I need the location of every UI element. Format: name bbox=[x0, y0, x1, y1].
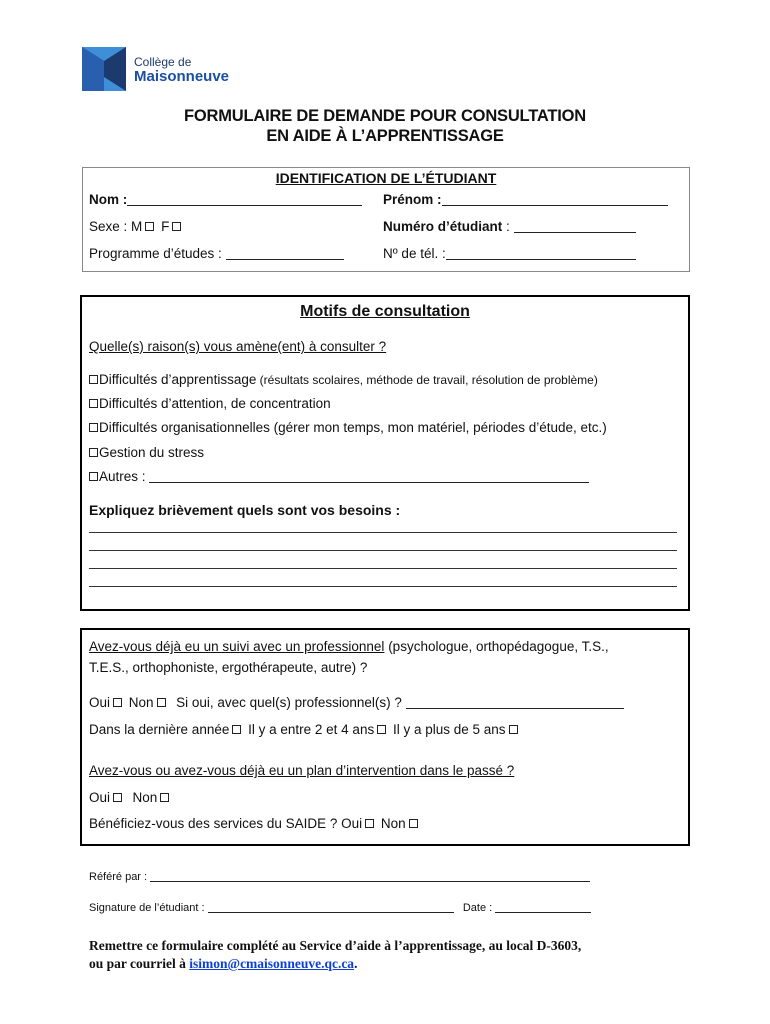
option-stress bbox=[89, 445, 204, 460]
remettre-line2 bbox=[89, 956, 357, 972]
plan-question: Avez-vous ou avez-vous déjà eu un plan d’intervention dans le passé ? bbox=[89, 763, 515, 778]
sexe-m-text: M bbox=[131, 219, 143, 234]
attention-checkbox[interactable] bbox=[89, 399, 98, 408]
suivi-non-checkbox[interactable] bbox=[157, 698, 166, 707]
logo-line2: Maisonneuve bbox=[134, 68, 230, 85]
prenom-label bbox=[383, 192, 668, 207]
explain-line-3[interactable] bbox=[89, 568, 677, 569]
saide-non-text: Non bbox=[380, 816, 406, 831]
numero-colon: : bbox=[502, 219, 510, 234]
derniere-annee-text: Dans la dernière année bbox=[89, 722, 230, 737]
email-period: . bbox=[354, 956, 358, 971]
form-title-line2: EN AIDE À L’APPRENTISSAGE bbox=[266, 127, 504, 145]
nom-text: Nom : bbox=[89, 192, 128, 207]
organisationnelles-checkbox[interactable] bbox=[89, 423, 98, 432]
explain-line-1[interactable] bbox=[89, 532, 677, 533]
entre-2-4-checkbox[interactable] bbox=[377, 725, 386, 734]
sexe-m-checkbox[interactable] bbox=[145, 222, 154, 231]
signature-row bbox=[89, 902, 591, 914]
apprentissage-detail: (résultats scolaires, méthode de travail, résolution de problème) bbox=[256, 373, 598, 387]
suivi-oui-non-row bbox=[89, 695, 624, 710]
suivi-question bbox=[89, 639, 609, 654]
suivi-oui-text: Oui bbox=[89, 695, 111, 710]
date-text: Date : bbox=[462, 902, 493, 914]
suivi-question-main: Avez-vous déjà eu un suivi avec un professionnel bbox=[89, 639, 385, 654]
identification-heading: IDENTIFICATION DE L’ÉTUDIANT bbox=[275, 170, 497, 186]
logo-mark-icon bbox=[82, 47, 126, 91]
form-title-line1: FORMULAIRE DE DEMANDE POUR CONSULTATION bbox=[184, 107, 586, 125]
suivi-oui-checkbox[interactable] bbox=[113, 698, 122, 707]
plan-oui-non-row bbox=[89, 790, 172, 805]
explain-line-2[interactable] bbox=[89, 550, 677, 551]
plan-non-text: Non bbox=[132, 790, 158, 805]
option-apprentissage bbox=[89, 372, 598, 387]
refere-field[interactable] bbox=[150, 871, 590, 882]
date-field[interactable] bbox=[495, 902, 591, 913]
plus-5-checkbox[interactable] bbox=[509, 725, 518, 734]
autres-checkbox[interactable] bbox=[89, 472, 98, 481]
tel-field[interactable] bbox=[446, 249, 636, 260]
explain-label: Expliquez brièvement quels sont vos besoins : bbox=[89, 502, 401, 518]
plan-oui-text: Oui bbox=[89, 790, 111, 805]
sexe-f-checkbox[interactable] bbox=[172, 222, 181, 231]
stress-text: Gestion du stress bbox=[99, 445, 205, 460]
si-oui-text: Si oui, avec quel(s) professionnel(s) ? bbox=[176, 695, 402, 710]
sexe-text: Sexe : bbox=[89, 219, 128, 234]
prenom-field[interactable] bbox=[442, 195, 668, 206]
tel-row bbox=[383, 246, 636, 261]
refere-text: Référé par : bbox=[89, 871, 148, 883]
programme-field[interactable] bbox=[226, 249, 344, 260]
nom-label bbox=[89, 192, 362, 207]
explain-line-4[interactable] bbox=[89, 586, 677, 587]
periode-row bbox=[89, 722, 521, 737]
suivi-non-text: Non bbox=[128, 695, 154, 710]
college-logo bbox=[82, 47, 242, 93]
plan-oui-checkbox[interactable] bbox=[113, 793, 122, 802]
professionnel-field[interactable] bbox=[406, 698, 624, 709]
entre-2-4-text: Il y a entre 2 et 4 ans bbox=[248, 722, 375, 737]
numero-field[interactable] bbox=[514, 222, 636, 233]
signature-field[interactable] bbox=[208, 902, 454, 913]
saide-non-checkbox[interactable] bbox=[409, 819, 418, 828]
saide-row bbox=[89, 816, 421, 831]
sexe-row bbox=[89, 219, 184, 234]
remettre-line2-text: ou par courriel à bbox=[89, 956, 186, 971]
saide-text: Bénéficiez-vous des services du SAIDE ? Oui bbox=[89, 816, 363, 831]
plan-non-checkbox[interactable] bbox=[160, 793, 169, 802]
sexe-f-text: F bbox=[161, 219, 170, 234]
motifs-heading: Motifs de consultation bbox=[300, 303, 470, 320]
programme-text: Programme d’études : bbox=[89, 246, 222, 261]
tel-text: Nº de tél. : bbox=[383, 246, 446, 261]
derniere-annee-checkbox[interactable] bbox=[232, 725, 241, 734]
numero-text: Numéro d’étudiant bbox=[383, 219, 503, 234]
numero-row bbox=[383, 219, 636, 234]
motifs-question: Quelle(s) raison(s) vous amène(ent) à consulter ? bbox=[89, 339, 387, 354]
option-autres bbox=[89, 469, 589, 484]
apprentissage-text: Difficultés d’apprentissage bbox=[99, 372, 257, 387]
autres-text: Autres : bbox=[99, 469, 146, 484]
option-attention bbox=[89, 396, 331, 411]
plus-5-text: Il y a plus de 5 ans bbox=[392, 722, 506, 737]
saide-oui-checkbox[interactable] bbox=[365, 819, 374, 828]
programme-row bbox=[89, 246, 344, 261]
autres-field[interactable] bbox=[149, 472, 589, 483]
prenom-text: Prénom : bbox=[383, 192, 442, 207]
apprentissage-checkbox[interactable] bbox=[89, 375, 98, 384]
attention-text: Difficultés d’attention, de concentration bbox=[99, 396, 331, 411]
option-organisationnelles bbox=[89, 420, 607, 435]
stress-checkbox[interactable] bbox=[89, 448, 98, 457]
remettre-line1: Remettre ce formulaire complété au Service d’aide à l’apprentissage, au local D-3603, bbox=[89, 938, 582, 953]
organisationnelles-text: Difficultés organisationnelles (gérer mon temps, mon matériel, périodes d’étude, etc.) bbox=[99, 420, 607, 435]
suivi-question-line2: T.E.S., orthophoniste, ergothérapeute, autre) ? bbox=[89, 660, 368, 675]
refere-row bbox=[89, 871, 590, 883]
email-link[interactable]: isimon@cmaisonneuve.qc.ca bbox=[189, 956, 355, 971]
logo-line1: Collège de bbox=[134, 55, 192, 69]
signature-text: Signature de l’étudiant : bbox=[89, 902, 205, 914]
suivi-question-detail: (psychologue, orthopédagogue, T.S., bbox=[384, 639, 609, 654]
nom-field[interactable] bbox=[127, 195, 362, 206]
